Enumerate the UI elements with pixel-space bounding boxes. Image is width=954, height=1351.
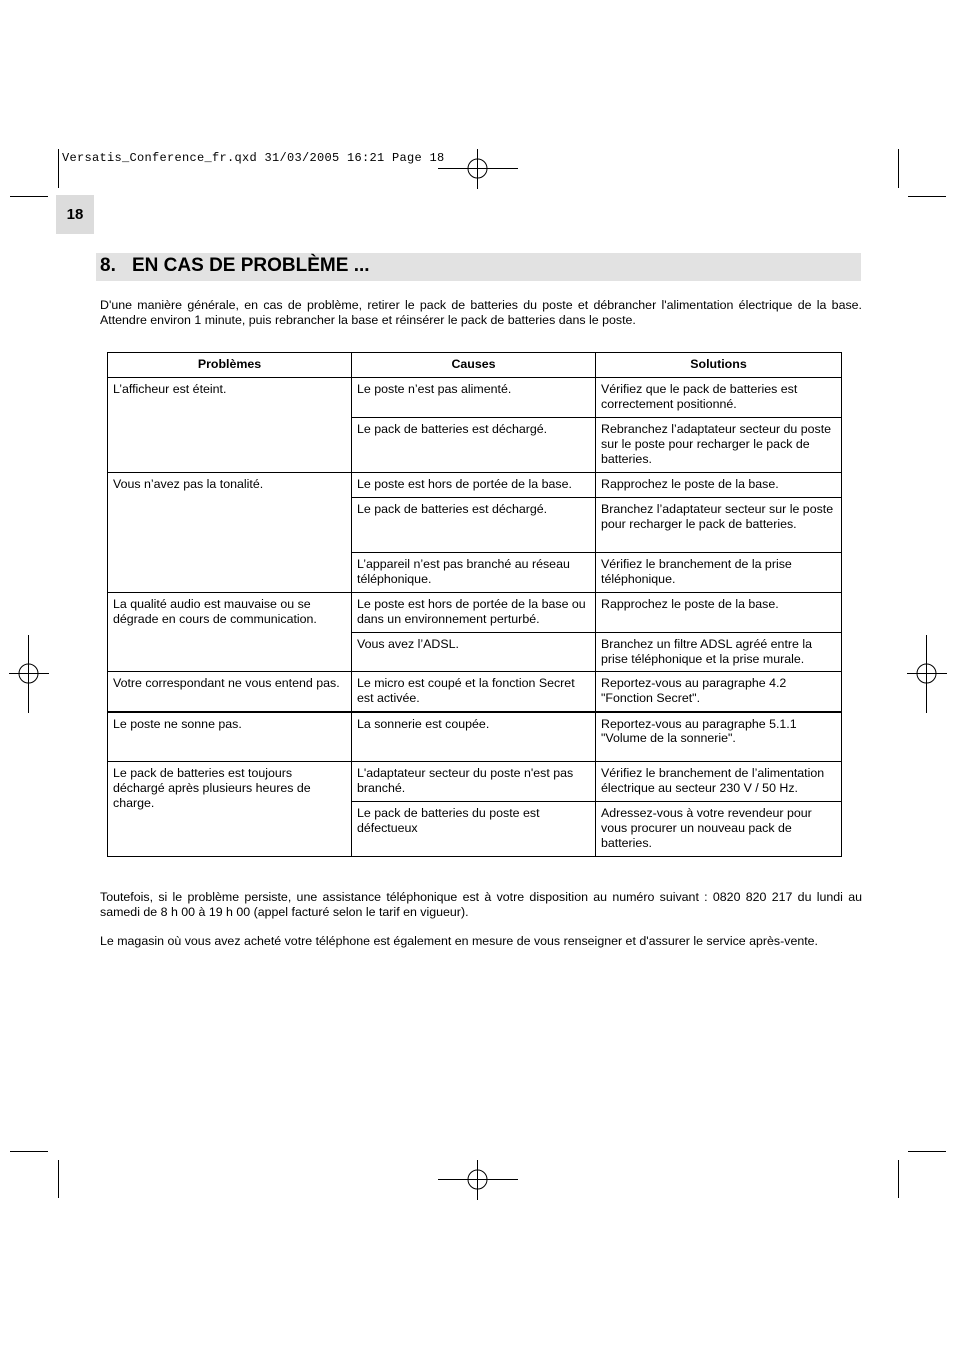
- cause-cell: Le pack de batteries du poste est défectueux: [352, 802, 596, 857]
- table-row: [108, 473, 842, 498]
- solution-cell: Reportez-vous au paragraphe 5.1.1 "Volume de la sonnerie".: [596, 712, 842, 762]
- section-title-text: EN CAS DE PROBLÈME ...: [132, 255, 370, 276]
- cause-cell: L'adaptateur secteur du poste n'est pas branché.: [352, 762, 596, 802]
- page-number: 18: [56, 195, 94, 234]
- solution-cell: Branchez l’adaptateur secteur sur le poste pour recharger le pack de batteries.: [596, 498, 842, 553]
- solution-cell: Vérifiez que le pack de batteries est correctement positionné.: [596, 378, 842, 418]
- table-row: [108, 378, 842, 418]
- problem-cell: Le pack de batteries est toujours déchargé après plusieurs heures de charge.: [108, 762, 352, 857]
- solution-cell: Vérifiez le branchement de la prise téléphonique.: [596, 553, 842, 593]
- solution-cell: Reportez-vous au paragraphe 4.2 "Fonction Secret".: [596, 672, 842, 712]
- solution-cell: Rapprochez le poste de la base.: [596, 593, 842, 633]
- cause-cell: La sonnerie est coupée.: [352, 712, 596, 762]
- problem-cell: La qualité audio est mauvaise ou se dégrade en cours de communication.: [108, 593, 352, 672]
- header-solutions: Solutions: [596, 353, 842, 378]
- problem-cell: Vous n’avez pas la tonalité.: [108, 473, 352, 593]
- solution-cell: Branchez un filtre ADSL agréé entre la prise téléphonique et la prise murale.: [596, 633, 842, 672]
- section-number: 8.: [100, 255, 116, 276]
- support-paragraph: Toutefois, si le problème persiste, une assistance téléphonique est à votre disposition au numéro suivant : 0820 820 217 du lundi au samedi de 8 h 00 à 19 h 00 (appel facturé selon le tarif en vigueur).: [100, 890, 862, 919]
- registration-mark-top: [438, 149, 518, 189]
- solution-cell: Vérifiez le branchement de l’alimentation électrique au secteur 230 V / 50 Hz.: [596, 762, 842, 802]
- problem-cell: L’afficheur est éteint.: [108, 378, 352, 473]
- troubleshooting-table: [107, 352, 842, 857]
- section-heading: [96, 253, 861, 281]
- problem-cell: Votre correspondant ne vous entend pas.: [108, 672, 352, 712]
- table-row: [108, 712, 842, 762]
- registration-mark-bottom: [438, 1160, 518, 1200]
- table-header-row: [108, 353, 842, 378]
- section-title: [100, 255, 370, 277]
- solution-cell: Rapprochez le poste de la base.: [596, 473, 842, 498]
- cause-cell: Le micro est coupé et la fonction Secret est activée.: [352, 672, 596, 712]
- store-paragraph: Le magasin où vous avez acheté votre téléphone est également en mesure de vous renseigner et d'assurer le service après-vente.: [100, 934, 818, 948]
- cause-cell: Le poste est hors de portée de la base.: [352, 473, 596, 498]
- solution-cell: Adressez-vous à votre revendeur pour vous procurer un nouveau pack de batteries.: [596, 802, 842, 857]
- solution-cell: Rebranchez l’adaptateur secteur du poste sur le poste pour recharger le pack de batteries.: [596, 418, 842, 473]
- table-row: [108, 762, 842, 802]
- registration-mark-left: [9, 635, 49, 713]
- table-row: [108, 672, 842, 712]
- print-slug: Versatis_Conference_fr.qxd 31/03/2005 16:21 Page 18: [62, 151, 445, 165]
- cause-cell: Vous avez l’ADSL.: [352, 633, 596, 672]
- registration-mark-right: [907, 635, 947, 713]
- cause-cell: Le pack de batteries est déchargé.: [352, 418, 596, 473]
- cause-cell: Le poste n’est pas alimenté.: [352, 378, 596, 418]
- header-causes: Causes: [352, 353, 596, 378]
- intro-paragraph: D'une manière générale, en cas de problème, retirer le pack de batteries du poste et débrancher l'alimentation électrique de la base. Attendre environ 1 minute, puis rebrancher la base et réinsérer le pack de batteries dans le poste.: [100, 298, 862, 327]
- table-row: [108, 593, 842, 633]
- problem-cell: Le poste ne sonne pas.: [108, 712, 352, 762]
- cause-cell: Le poste est hors de portée de la base ou dans un environnement perturbé.: [352, 593, 596, 633]
- cause-cell: L’appareil n’est pas branché au réseau téléphonique.: [352, 553, 596, 593]
- header-problems: Problèmes: [108, 353, 352, 378]
- cause-cell: Le pack de batteries est déchargé.: [352, 498, 596, 553]
